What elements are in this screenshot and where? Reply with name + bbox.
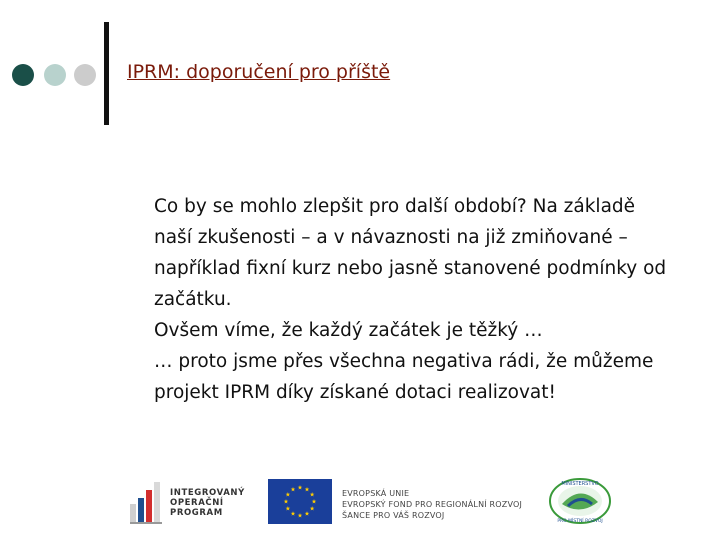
ministry-regional-development-seal-icon <box>546 476 614 526</box>
dot-dark <box>12 64 34 86</box>
iop-line: INTEGROVANÝ <box>170 488 245 498</box>
eu-logo-text <box>342 488 522 521</box>
eu-line: EVROPSKÝ FOND PRO REGIONÁLNÍ ROZVOJ <box>342 500 523 509</box>
iop-logo-text <box>170 488 245 518</box>
integrated-operational-programme-icon <box>128 478 164 524</box>
iop-line: OPERAČNÍ <box>170 498 224 508</box>
iop-logo <box>128 478 248 524</box>
body-paragraph: Ovšem víme, že každý začátek je těžký … <box>154 320 543 341</box>
slide-body <box>154 191 674 408</box>
svg-text:PRO MÍSTNÍ ROZVOJ: PRO MÍSTNÍ ROZVOJ <box>557 519 603 524</box>
dot-light-teal <box>44 64 66 86</box>
dot-gray <box>74 64 96 86</box>
body-paragraph: Co by se mohlo zlepšit pro další období? Na základě naší zkušenosti – a v návaznosti na již zmiňované – například fixní kurz nebo jasně stanovené podmínky od začátku. <box>154 196 667 310</box>
eu-line: EVROPSKÁ UNIE <box>342 489 410 498</box>
body-paragraph: … proto jsme přes všechna negativa rádi, že můžeme projekt IPRM díky získané dotaci realizovat! <box>154 351 654 403</box>
eu-flag-icon <box>268 479 332 524</box>
vertical-divider <box>104 22 109 125</box>
decorative-dots <box>8 64 100 86</box>
slide-title: IPRM: doporučení pro příště <box>127 61 391 83</box>
iop-line: PROGRAM <box>170 508 223 518</box>
eu-line: ŠANCE PRO VÁŠ ROZVOJ <box>342 511 445 520</box>
svg-text:MINISTERSTVO: MINISTERSTVO <box>561 481 599 487</box>
